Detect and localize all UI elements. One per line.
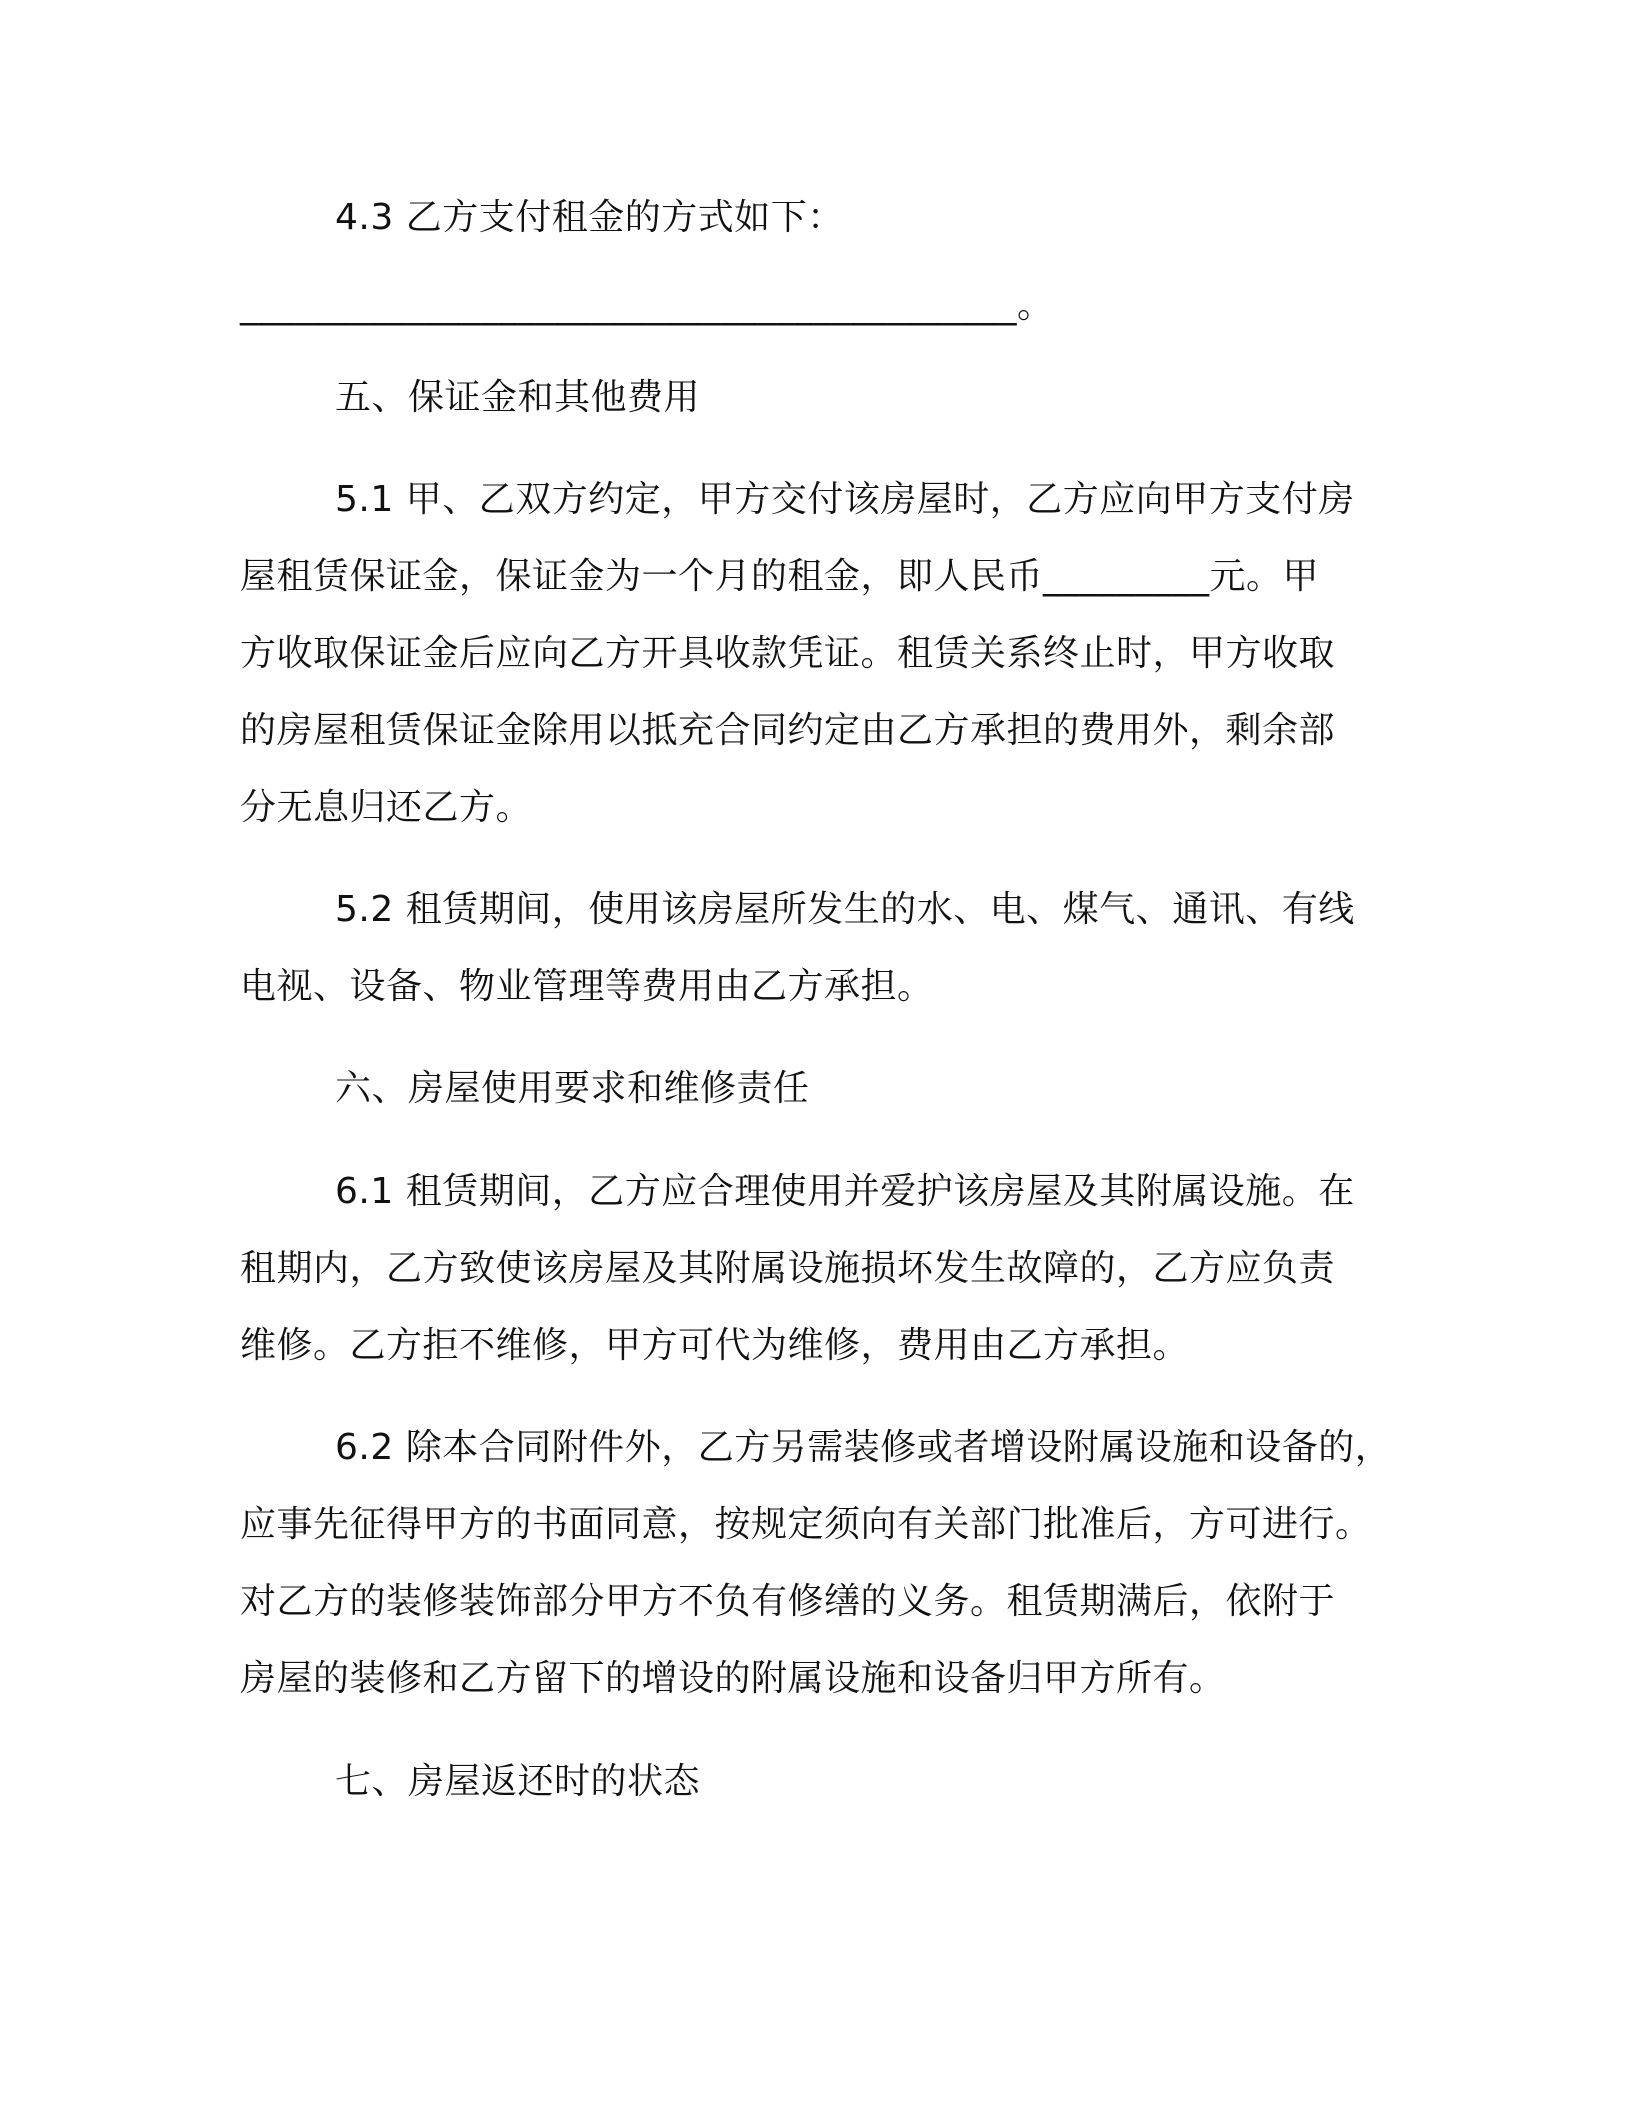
clause-5-1-line-3: 方收取保证金后应向乙方开具收款凭证。租赁关系终止时，甲方收取 bbox=[240, 633, 1336, 674]
payment-method-blank: __________________________________________。 bbox=[240, 285, 1054, 326]
clause-5-2-line-1: 5.2 租赁期间，使用该房屋所发生的水、电、煤气、通讯、有线 bbox=[335, 889, 1355, 930]
section-5-heading: 五、保证金和其他费用 bbox=[335, 377, 701, 418]
section-7-heading: 七、房屋返还时的状态 bbox=[335, 1761, 701, 1802]
clause-6-2-line-4: 房屋的装修和乙方留下的增设的附属设施和设备归甲方所有。 bbox=[240, 1658, 1226, 1699]
clause-5-1-line-5: 分无息归还乙方。 bbox=[240, 787, 533, 828]
clause-6-2-line-3: 对乙方的装修装饰部分甲方不负有修缮的义务。租赁期满后，依附于 bbox=[240, 1581, 1336, 1622]
clause-6-2-line-1: 6.2 除本合同附件外，乙方另需装修或者增设附属设施和设备的， bbox=[335, 1427, 1392, 1468]
clause-6-1-line-3: 维修。乙方拒不维修，甲方可代为维修，费用由乙方承担。 bbox=[240, 1325, 1190, 1366]
clause-4-3-heading: 4.3 乙方支付租金的方式如下： bbox=[335, 197, 844, 238]
clause-6-1-line-2: 租期内，乙方致使该房屋及其附属设施损坏发生故障的，乙方应负责 bbox=[240, 1248, 1336, 1289]
clause-5-1-line-4: 的房屋租赁保证金除用以抵充合同约定由乙方承担的费用外，剩余部 bbox=[240, 710, 1336, 751]
clause-6-2-line-2: 应事先征得甲方的书面同意，按规定须向有关部门批准后，方可进行。 bbox=[240, 1504, 1372, 1545]
clause-5-2-line-2: 电视、设备、物业管理等费用由乙方承担。 bbox=[240, 966, 934, 1007]
section-6-heading: 六、房屋使用要求和维修责任 bbox=[335, 1068, 810, 1109]
clause-5-1-line-1: 5.1 甲、乙双方约定，甲方交付该房屋时，乙方应向甲方支付房 bbox=[335, 479, 1355, 520]
clause-5-1-line-2: 屋租赁保证金，保证金为一个月的租金，即人民币_________元。甲 bbox=[240, 556, 1320, 597]
clause-6-1-line-1: 6.1 租赁期间，乙方应合理使用并爱护该房屋及其附属设施。在 bbox=[335, 1171, 1355, 1212]
